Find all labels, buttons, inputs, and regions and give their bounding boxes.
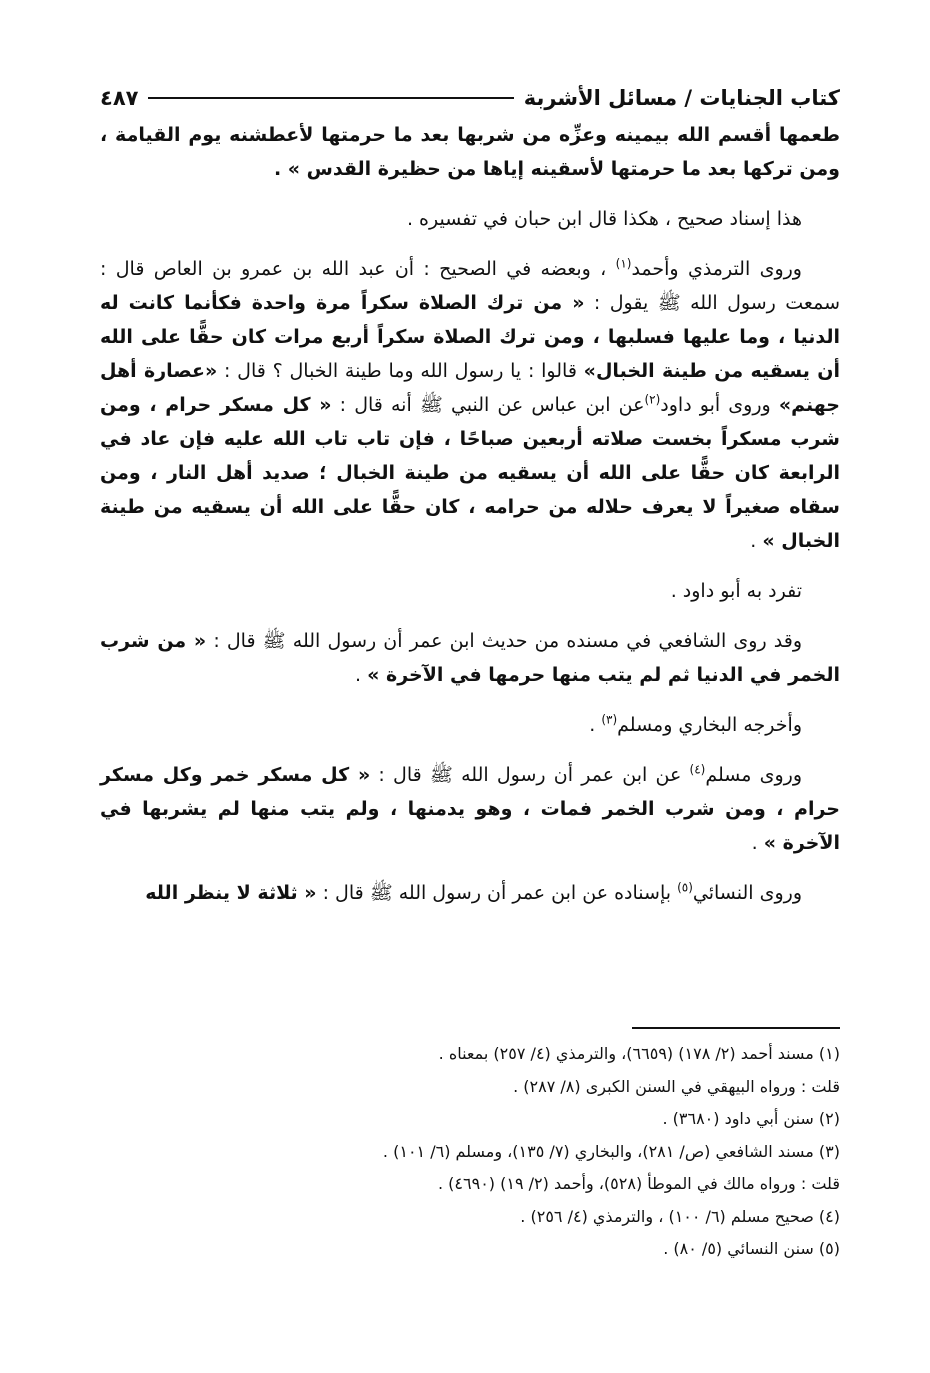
paragraph-8 xyxy=(100,876,840,910)
text-run: وروى مسلم xyxy=(705,764,802,786)
footnote-separator xyxy=(632,1027,840,1029)
running-header xyxy=(100,80,840,116)
footnote: (٢) سنن أبي داود (٣٦٨٠) . xyxy=(662,1109,840,1128)
footnote-ref-2: (٢) xyxy=(644,392,661,407)
paragraph-7 xyxy=(100,758,840,860)
text-run: . xyxy=(589,714,602,736)
footnote: (٣) مسند الشافعي (ص/ ٢٨١)، والبخاري (٧/ ١٣٥)، ومسلم (٦/ ١٠١) . xyxy=(382,1141,840,1161)
paragraph-4: تفرد به أبو داود . xyxy=(670,580,802,602)
text-run: عن ابن عمر أن رسول الله ﷺ قال : xyxy=(370,764,690,786)
paragraph-5 xyxy=(100,624,840,692)
text-run: قالوا : يا رسول الله وما طينة الخبال ؟ قال : xyxy=(217,360,584,382)
footnote-ref-1: (١) xyxy=(615,256,632,271)
footnote: (٤) صحيح مسلم (٦/ ١٠٠) ، والترمذي (٤/ ٢٥٦) . xyxy=(520,1206,840,1226)
hadith-quote: «عصارة أهل جهنم» xyxy=(100,360,840,416)
paragraph-3 xyxy=(100,252,840,558)
text-run: وروى النسائي xyxy=(692,882,802,904)
text-run: وروى الترمذي وأحمد xyxy=(631,258,802,280)
text-run: . xyxy=(750,530,763,552)
hadith-quote: « كل مسكر خمر وكل مسكر حرام ، ومن شرب الخمر فمات ، وهو يدمنها ، ولم يتب منها لم يشربها في الآخرة » xyxy=(100,764,840,854)
hadith-quote: « من شرب الخمر في الدنيا ثم لم يتب منها حرمها في الآخرة » xyxy=(100,630,840,686)
text-run: ، وبعضه في الصحيح : أن عبد الله بن عمرو بن العاص قال : سمعت رسول الله ﷺ يقول : xyxy=(100,258,840,314)
footnote: (١) مسند أحمد (٢/ ١٧٨) (٦٦٥٩)، والترمذي (٤/ ٢٥٧) بمعناه . xyxy=(438,1044,840,1063)
footnote: (٥) سنن النسائي (٥/ ٨٠) . xyxy=(663,1239,840,1258)
footnotes xyxy=(100,1038,840,1266)
text-run: وروى أبو داود xyxy=(660,394,779,416)
paragraph-2: هذا إسناد صحيح ، هكذا قال ابن حبان في تفسيره . xyxy=(406,208,802,230)
page-number: ٤٨٧ xyxy=(100,86,139,110)
text-run: وأخرجه البخاري ومسلم xyxy=(617,714,802,736)
footnote-ref-4: (٤) xyxy=(689,762,706,777)
text-run: وقد روى الشافعي في مسنده من حديث ابن عمر أن رسول الله ﷺ قال : xyxy=(206,630,802,652)
text-run: . xyxy=(355,664,368,686)
main-text xyxy=(100,118,840,926)
footnote: قلت : ورواه مالك في الموطأ (٥٢٨)، وأحمد (٢/ ١٩) (٤٦٩٠) . xyxy=(438,1174,840,1193)
hadith-quote: طعمها أقسم الله بيمينه وعزِّه من شربها بعد ما حرمتها لأعطشنه يوم القيامة ، ومن تركها بعد ما حرمتها لأسقينه إياها من حظيرة القدس » . xyxy=(100,124,840,180)
header-rule xyxy=(148,97,513,99)
text-run: بإسناده عن ابن عمر أن رسول الله ﷺ قال : xyxy=(316,882,678,904)
hadith-quote: « من ترك الصلاة سكراً مرة واحدة فكأنما كانت له الدنيا ، وما عليها فسلبها ، ومن ترك الصلاة سكراً أربع مرات كان حقًّا على الله أن يسقيه من طينة الخبال» xyxy=(100,292,840,382)
hadith-quote: « كل مسكر حرام ، ومن شرب مسكراً بخست صلاته أربعين صباحًا ، فإن تاب تاب الله عليه فإن عاد في الرابعة كان حقًّا على الله أن يسقيه من طينة الخبال ؛ صديد أهل النار ، ومن سقاه صغيراً لا يعرف حلاله من حرامه ، كان حقًّا على الله أن يسقيه من طينة الخبال » xyxy=(100,394,840,552)
footnote-ref-5: (٥) xyxy=(677,880,693,895)
paragraph-6 xyxy=(100,708,840,742)
text-run: . xyxy=(751,832,764,854)
paragraph-1 xyxy=(100,118,840,186)
text-run: عن ابن عباس عن النبي ﷺ أنه قال : xyxy=(331,394,645,416)
footnote-ref-3: (٣) xyxy=(601,712,618,727)
running-title: كتاب الجنايات / مسائل الأشربة xyxy=(523,86,840,110)
footnote: قلت : ورواه البيهقي في السنن الكبرى (٨/ ٢٨٧) . xyxy=(513,1076,840,1096)
hadith-quote: « ثلاثة لا ينظر الله xyxy=(145,882,317,904)
